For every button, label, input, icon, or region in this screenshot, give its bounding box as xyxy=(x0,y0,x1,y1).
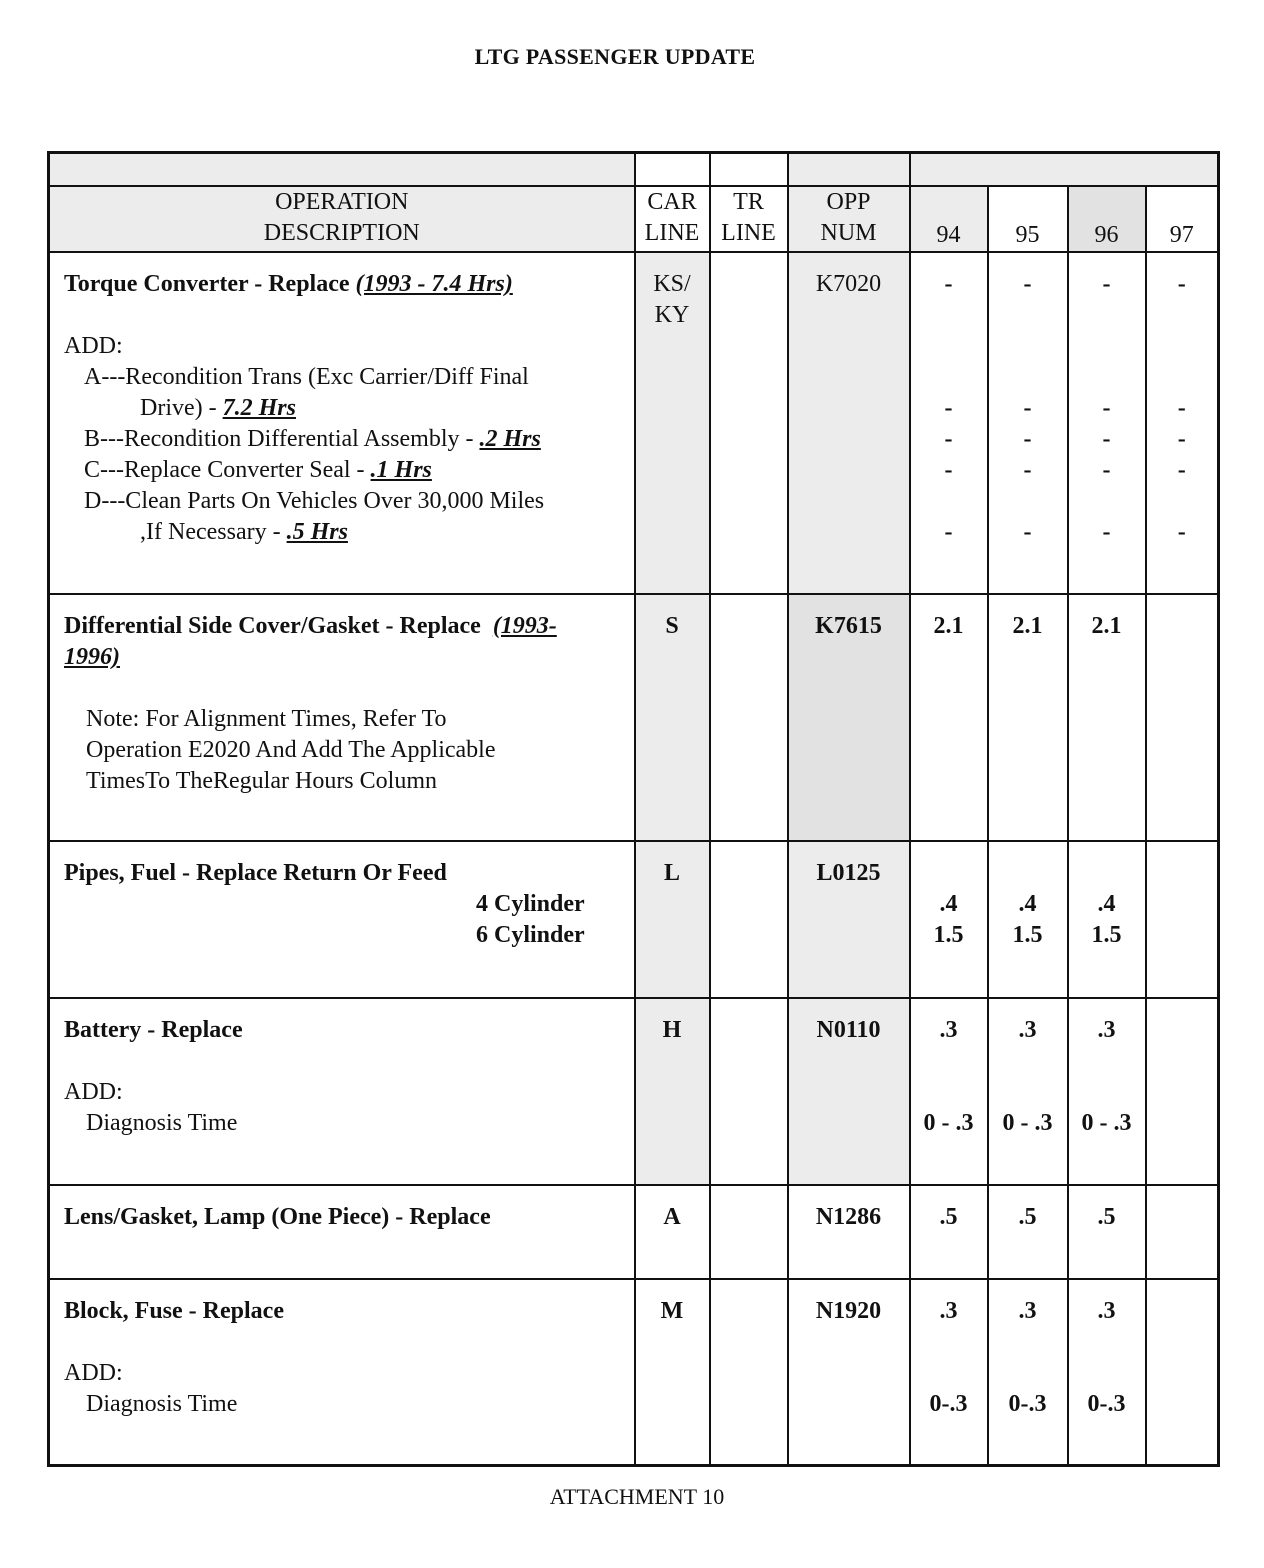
car-line-header: CAR LINE xyxy=(635,186,710,252)
operation-description-header: OPERATION DESCRIPTION xyxy=(49,186,635,252)
tr-line-header: TR LINE xyxy=(710,186,788,252)
year-header-95: 95 xyxy=(988,186,1068,252)
table-row xyxy=(49,998,1219,1185)
opp-num-header: OPP NUM xyxy=(788,186,910,252)
year-cell-97 xyxy=(1146,1279,1219,1465)
opp-num-cell: K7020 xyxy=(788,252,910,594)
operation-description: Lens/Gasket, Lamp (One Piece) - Replace xyxy=(49,1185,635,1279)
year-cell-97: - - - - - xyxy=(1146,252,1219,594)
tr-line-cell xyxy=(710,594,788,841)
tr-line-cell xyxy=(710,841,788,998)
table-top-row xyxy=(49,153,1219,187)
attachment-label: ATTACHMENT 10 xyxy=(549,1484,725,1509)
operation-description: Differential Side Cover/Gasket - Replace (1993- 1996) Note: For Alignment Times, Refer To Operation E2020 And Add The Applicable TimesTo TheRegular Hours Column xyxy=(49,594,635,841)
year-cell-97 xyxy=(1146,841,1219,998)
year-cell-94: .3 0 - .3 xyxy=(910,998,988,1185)
year-cell-94: - - - - - xyxy=(910,252,988,594)
year-cell-97 xyxy=(1146,1185,1219,1279)
opp-num-cell: K7615 xyxy=(788,594,910,841)
table-row xyxy=(49,1185,1219,1279)
operations-table xyxy=(47,151,1220,1467)
year-cell-94: .5 xyxy=(910,1185,988,1279)
tr-line-cell xyxy=(710,998,788,1185)
year-cell-95: .5 xyxy=(988,1185,1068,1279)
opp-num-cell: N1920 xyxy=(788,1279,910,1465)
tr-line-cell xyxy=(710,1185,788,1279)
tr-line-cell xyxy=(710,1279,788,1465)
year-header-94: 94 xyxy=(910,186,988,252)
year-cell-95: .4 1.5 xyxy=(988,841,1068,998)
year-header-96: 96 xyxy=(1068,186,1146,252)
year-cell-95: 2.1 xyxy=(988,594,1068,841)
year-cell-95: - - - - - xyxy=(988,252,1068,594)
opp-num-cell: N1286 xyxy=(788,1185,910,1279)
car-line-cell: S xyxy=(635,594,710,841)
year-cell-94: .3 0-.3 xyxy=(910,1279,988,1465)
operation-description: Pipes, Fuel - Replace Return Or Feed 4 Cylinder 6 Cylinder xyxy=(49,841,635,998)
year-cell-97 xyxy=(1146,998,1219,1185)
table-row xyxy=(49,252,1219,594)
operation-description: Block, Fuse - Replace ADD: Diagnosis Time xyxy=(49,1279,635,1465)
table-row xyxy=(49,1279,1219,1465)
opp-num-cell: L0125 xyxy=(788,841,910,998)
year-cell-96: .4 1.5 xyxy=(1068,841,1146,998)
year-cell-96: - - - - - xyxy=(1068,252,1146,594)
year-cell-96: .3 0 - .3 xyxy=(1068,998,1146,1185)
table-row xyxy=(49,594,1219,841)
car-line-cell: H xyxy=(635,998,710,1185)
year-cell-94: 2.1 xyxy=(910,594,988,841)
year-cell-96: .5 xyxy=(1068,1185,1146,1279)
year-cell-96: 2.1 xyxy=(1068,594,1146,841)
year-cell-94: .4 1.5 xyxy=(910,841,988,998)
year-header-97: 97 xyxy=(1146,186,1219,252)
operation-description: Battery - Replace ADD: Diagnosis Time xyxy=(49,998,635,1185)
car-line-cell: M xyxy=(635,1279,710,1465)
table-row xyxy=(49,841,1219,998)
operation-description: Torque Converter - Replace (1993 - 7.4 Hrs) ADD: A---Recondition Trans (Exc Carrier/Diff Final Drive) - 7.2 Hrs B---Recondition Differential Assembly - .2 Hrs C---Replace Converter Seal - .1 Hrs D---Clean Parts On Vehicles Over 30,000 Miles ,If Necessary - .5 Hrs xyxy=(49,252,635,594)
opp-num-cell: N0110 xyxy=(788,998,910,1185)
car-line-cell: A xyxy=(635,1185,710,1279)
car-line-cell: KS/ KY xyxy=(635,252,710,594)
year-cell-96: .3 0-.3 xyxy=(1068,1279,1146,1465)
car-line-cell: L xyxy=(635,841,710,998)
table-header-row xyxy=(49,186,1219,252)
year-cell-95: .3 0-.3 xyxy=(988,1279,1068,1465)
year-cell-95: .3 0 - .3 xyxy=(988,998,1068,1185)
tr-line-cell xyxy=(710,252,788,594)
year-cell-97 xyxy=(1146,594,1219,841)
page-title: LTG PASSENGER UPDATE xyxy=(474,44,756,69)
